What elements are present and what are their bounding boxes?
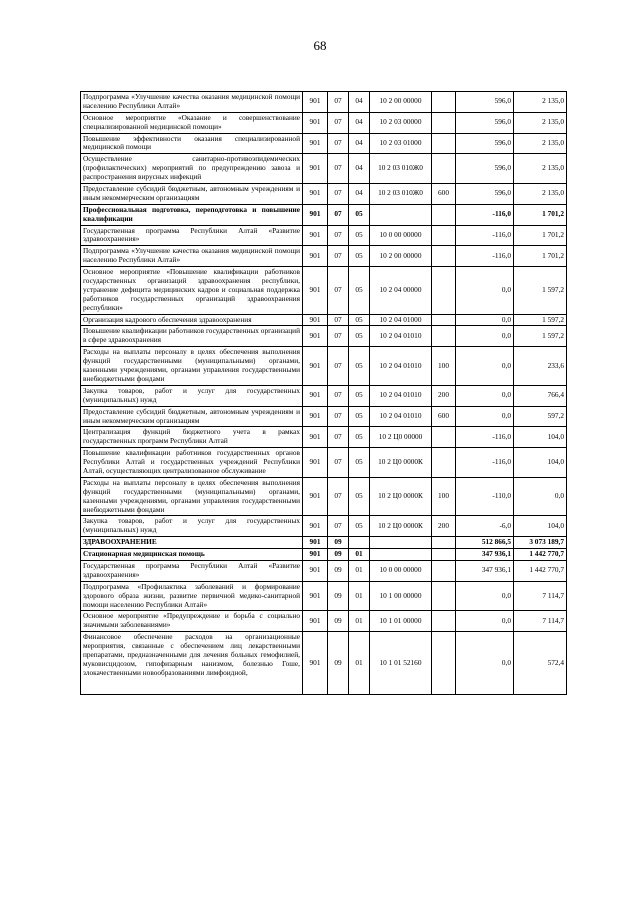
row-name: Повышение квалификации работников государственных организаций в сфере здравоохранения — [81, 326, 303, 347]
row-expense-type — [432, 549, 456, 561]
row-admin-code: 901 — [303, 406, 328, 427]
table-row — [81, 427, 567, 448]
row-admin-code: 901 — [303, 385, 328, 406]
row-target-code: 10 2 03 010Ж0 — [370, 184, 432, 205]
table-row — [81, 611, 567, 632]
row-total-amount: 7 114,7 — [514, 581, 567, 611]
row-subsection-code: 01 — [349, 632, 370, 695]
row-subsection-code: 05 — [349, 314, 370, 326]
row-section-code: 07 — [328, 326, 349, 347]
row-admin-code: 901 — [303, 560, 328, 581]
table-row — [81, 448, 567, 478]
row-name: Подпрограмма «Улучшение качества оказания медицинской помощи населению Республики Алтай» — [81, 92, 303, 113]
row-expense-type — [432, 314, 456, 326]
row-name: Основное мероприятие «Предупреждение и борьба с социально значимыми заболеваниями» — [81, 611, 303, 632]
row-total-amount: 1 597,2 — [514, 314, 567, 326]
row-section-code: 07 — [328, 225, 349, 246]
row-expense-type: 200 — [432, 385, 456, 406]
row-target-code: 10 2 03 00000 — [370, 112, 432, 133]
row-name: Организация кадрового обеспечения здравоохранения — [81, 314, 303, 326]
row-change-amount: 0,0 — [456, 314, 514, 326]
row-admin-code: 901 — [303, 326, 328, 347]
row-expense-type — [432, 632, 456, 695]
row-expense-type: 200 — [432, 516, 456, 537]
table-row — [81, 560, 567, 581]
row-subsection-code — [349, 537, 370, 549]
row-section-code: 07 — [328, 347, 349, 386]
row-name: Повышение эффективности оказания специализированной медицинской помощи — [81, 133, 303, 154]
row-name: Государственная программа Республики Алтай «Развитие здравоохранения» — [81, 560, 303, 581]
row-target-code: 10 2 04 01010 — [370, 347, 432, 386]
table-row — [81, 92, 567, 113]
row-subsection-code: 01 — [349, 611, 370, 632]
row-target-code — [370, 549, 432, 561]
table-row — [81, 326, 567, 347]
row-admin-code: 901 — [303, 314, 328, 326]
row-section-code: 07 — [328, 385, 349, 406]
row-expense-type: 100 — [432, 477, 456, 516]
row-name: Предоставление субсидий бюджетным, автономным учреждениям и иным некоммерческим организациям — [81, 406, 303, 427]
row-target-code: 10 2 Ц0 0000К — [370, 448, 432, 478]
row-admin-code: 901 — [303, 133, 328, 154]
row-subsection-code: 05 — [349, 326, 370, 347]
row-subsection-code: 05 — [349, 385, 370, 406]
row-total-amount: 104,0 — [514, 516, 567, 537]
row-admin-code: 901 — [303, 549, 328, 561]
row-change-amount: 596,0 — [456, 112, 514, 133]
row-target-code: 10 2 04 01010 — [370, 385, 432, 406]
row-name: Повышение квалификации работников государственных органов Республики Алтай и государственных учреждений Республики Алтай, осуществляющих централизованное обслуживание — [81, 448, 303, 478]
row-admin-code: 901 — [303, 112, 328, 133]
budget-table-body — [81, 92, 567, 695]
row-admin-code: 901 — [303, 184, 328, 205]
table-row — [81, 632, 567, 695]
row-change-amount: 0,0 — [456, 611, 514, 632]
table-row — [81, 112, 567, 133]
row-change-amount: 596,0 — [456, 154, 514, 184]
table-row — [81, 406, 567, 427]
table-row — [81, 385, 567, 406]
row-admin-code: 901 — [303, 154, 328, 184]
row-name: Централизация функций бюджетного учета в рамках государственных программ Республики Алтай — [81, 427, 303, 448]
row-subsection-code: 01 — [349, 560, 370, 581]
row-section-code: 09 — [328, 560, 349, 581]
row-admin-code: 901 — [303, 611, 328, 632]
row-change-amount: -6,0 — [456, 516, 514, 537]
row-section-code: 07 — [328, 477, 349, 516]
table-row — [81, 477, 567, 516]
row-admin-code: 901 — [303, 204, 328, 225]
row-target-code: 10 1 01 52160 — [370, 632, 432, 695]
row-total-amount: 2 135,0 — [514, 184, 567, 205]
row-change-amount: 347 936,1 — [456, 560, 514, 581]
row-change-amount: -110,0 — [456, 477, 514, 516]
row-expense-type: 600 — [432, 406, 456, 427]
row-expense-type — [432, 246, 456, 267]
row-section-code: 09 — [328, 549, 349, 561]
row-name: Стационарная медицинская помощь — [81, 549, 303, 561]
row-section-code: 07 — [328, 92, 349, 113]
table-row — [81, 549, 567, 561]
row-total-amount: 0,0 — [514, 477, 567, 516]
row-change-amount: 0,0 — [456, 267, 514, 314]
row-total-amount: 2 135,0 — [514, 154, 567, 184]
table-row — [81, 184, 567, 205]
row-subsection-code: 01 — [349, 549, 370, 561]
row-change-amount: -116,0 — [456, 427, 514, 448]
row-subsection-code: 05 — [349, 516, 370, 537]
row-change-amount: 596,0 — [456, 184, 514, 205]
budget-table — [80, 91, 567, 695]
row-target-code: 10 2 04 01000 — [370, 314, 432, 326]
row-name: Подпрограмма «Улучшение качества оказания медицинской помощи населению Республики Алтай» — [81, 246, 303, 267]
row-name: Государственная программа Республики Алтай «Развитие здравоохранения» — [81, 225, 303, 246]
row-change-amount: 0,0 — [456, 347, 514, 386]
row-target-code: 10 2 03 010Ж0 — [370, 154, 432, 184]
row-expense-type — [432, 204, 456, 225]
row-expense-type — [432, 581, 456, 611]
row-expense-type: 100 — [432, 347, 456, 386]
row-subsection-code: 05 — [349, 448, 370, 478]
row-section-code: 07 — [328, 314, 349, 326]
row-admin-code: 901 — [303, 448, 328, 478]
row-expense-type — [432, 537, 456, 549]
table-row — [81, 246, 567, 267]
row-name: Основное мероприятие «Повышение квалификации работников государственных организаций здравоохранения республики, устранение дефицита медицинских кадров и социальная поддержка работников государственных организаций здравоохранения республики» — [81, 267, 303, 314]
row-section-code: 07 — [328, 406, 349, 427]
row-subsection-code: 01 — [349, 581, 370, 611]
row-subsection-code: 05 — [349, 267, 370, 314]
row-change-amount: 0,0 — [456, 385, 514, 406]
row-expense-type — [432, 154, 456, 184]
row-expense-type: 600 — [432, 184, 456, 205]
row-change-amount: 0,0 — [456, 632, 514, 695]
row-name: Подпрограмма «Профилактика заболеваний и формирование здорового образа жизни, развитие первичной медико-санитарной помощи населению Республики Алтай» — [81, 581, 303, 611]
row-admin-code: 901 — [303, 632, 328, 695]
row-change-amount: 0,0 — [456, 581, 514, 611]
row-subsection-code: 05 — [349, 347, 370, 386]
row-target-code — [370, 204, 432, 225]
row-total-amount: 1 442 770,7 — [514, 549, 567, 561]
row-total-amount: 597,2 — [514, 406, 567, 427]
row-expense-type — [432, 225, 456, 246]
row-admin-code: 901 — [303, 347, 328, 386]
row-total-amount: 1 701,2 — [514, 225, 567, 246]
table-row — [81, 581, 567, 611]
row-total-amount: 1 701,2 — [514, 204, 567, 225]
row-target-code: 10 2 Ц0 0000К — [370, 516, 432, 537]
table-row — [81, 314, 567, 326]
row-target-code: 10 2 Ц0 0000К — [370, 477, 432, 516]
row-target-code: 10 2 04 01010 — [370, 406, 432, 427]
row-subsection-code: 04 — [349, 184, 370, 205]
table-row — [81, 516, 567, 537]
row-change-amount: 596,0 — [456, 133, 514, 154]
row-section-code: 09 — [328, 632, 349, 695]
row-target-code: 10 1 00 00000 — [370, 581, 432, 611]
row-admin-code: 901 — [303, 92, 328, 113]
row-name: Предоставление субсидий бюджетным, автономным учреждениям и иным некоммерческим организациям — [81, 184, 303, 205]
row-section-code: 07 — [328, 267, 349, 314]
row-total-amount: 1 597,2 — [514, 326, 567, 347]
row-section-code: 07 — [328, 246, 349, 267]
row-total-amount: 3 073 189,7 — [514, 537, 567, 549]
row-section-code: 07 — [328, 112, 349, 133]
row-change-amount: -116,0 — [456, 246, 514, 267]
row-target-code: 10 2 00 00000 — [370, 92, 432, 113]
table-row — [81, 133, 567, 154]
row-subsection-code: 04 — [349, 112, 370, 133]
row-name: Профессиональная подготовка, переподготовка и повышение квалификации — [81, 204, 303, 225]
table-row — [81, 154, 567, 184]
table-row — [81, 347, 567, 386]
row-subsection-code: 05 — [349, 225, 370, 246]
table-row — [81, 267, 567, 314]
row-total-amount: 2 135,0 — [514, 112, 567, 133]
row-expense-type — [432, 133, 456, 154]
row-total-amount: 1 701,2 — [514, 246, 567, 267]
row-total-amount: 104,0 — [514, 427, 567, 448]
row-expense-type — [432, 326, 456, 347]
row-name: Расходы на выплаты персоналу в целях обеспечения выполнения функций государственными (муниципальными) органами, казенными учреждениями, органами управления государственными внебюджетными фондами — [81, 477, 303, 516]
row-target-code: 10 0 00 00000 — [370, 560, 432, 581]
row-expense-type — [432, 448, 456, 478]
row-total-amount: 1 597,2 — [514, 267, 567, 314]
row-subsection-code: 05 — [349, 246, 370, 267]
row-subsection-code: 05 — [349, 427, 370, 448]
row-total-amount: 104,0 — [514, 448, 567, 478]
row-name: Закупка товаров, работ и услуг для государственных (муниципальных) нужд — [81, 516, 303, 537]
table-row — [81, 204, 567, 225]
row-expense-type — [432, 611, 456, 632]
row-name: Осуществление санитарно-противоэпидемических (профилактических) мероприятий по предупреждению завоза и распространения вирусных инфекций — [81, 154, 303, 184]
row-admin-code: 901 — [303, 516, 328, 537]
row-total-amount: 1 442 770,7 — [514, 560, 567, 581]
row-expense-type — [432, 267, 456, 314]
row-admin-code: 901 — [303, 477, 328, 516]
row-name: ЗДРАВООХРАНЕНИЕ — [81, 537, 303, 549]
row-section-code: 07 — [328, 516, 349, 537]
row-change-amount: 596,0 — [456, 92, 514, 113]
row-section-code: 09 — [328, 581, 349, 611]
row-total-amount: 2 135,0 — [514, 133, 567, 154]
row-subsection-code: 04 — [349, 154, 370, 184]
row-target-code — [370, 537, 432, 549]
row-admin-code: 901 — [303, 225, 328, 246]
row-admin-code: 901 — [303, 246, 328, 267]
row-change-amount: -116,0 — [456, 204, 514, 225]
row-subsection-code: 05 — [349, 204, 370, 225]
row-subsection-code: 05 — [349, 477, 370, 516]
row-change-amount: -116,0 — [456, 225, 514, 246]
row-section-code: 07 — [328, 448, 349, 478]
row-target-code: 10 2 03 01000 — [370, 133, 432, 154]
row-name: Финансовое обеспечение расходов на организационные мероприятия, связанные с обеспечением лиц лекарственными препаратами, предназначенными для лечения больных гемофилией, муковисцидозом, гипофизарным нанизмом, болезнью Гоше, злокачественными новообразованиями лимфоидной, — [81, 632, 303, 695]
row-target-code: 10 0 00 00000 — [370, 225, 432, 246]
row-target-code: 10 1 01 00000 — [370, 611, 432, 632]
row-subsection-code: 05 — [349, 406, 370, 427]
row-expense-type — [432, 92, 456, 113]
row-section-code: 07 — [328, 154, 349, 184]
row-section-code: 07 — [328, 204, 349, 225]
row-expense-type — [432, 427, 456, 448]
row-change-amount: 512 866,5 — [456, 537, 514, 549]
page-number: 68 — [313, 38, 327, 53]
row-section-code: 07 — [328, 427, 349, 448]
row-total-amount: 7 114,7 — [514, 611, 567, 632]
row-subsection-code: 04 — [349, 92, 370, 113]
row-change-amount: 347 936,1 — [456, 549, 514, 561]
row-target-code: 10 2 00 00000 — [370, 246, 432, 267]
row-section-code: 09 — [328, 611, 349, 632]
table-row — [81, 537, 567, 549]
row-admin-code: 901 — [303, 537, 328, 549]
row-change-amount: 0,0 — [456, 326, 514, 347]
row-expense-type — [432, 560, 456, 581]
table-row — [81, 225, 567, 246]
row-name: Закупка товаров, работ и услуг для государственных (муниципальных) нужд — [81, 385, 303, 406]
row-total-amount: 233,6 — [514, 347, 567, 386]
row-expense-type — [432, 112, 456, 133]
row-target-code: 10 2 04 00000 — [370, 267, 432, 314]
row-total-amount: 2 135,0 — [514, 92, 567, 113]
row-section-code: 09 — [328, 537, 349, 549]
row-name: Основное мероприятие «Оказание и совершенствование специализированной медицинской помощи» — [81, 112, 303, 133]
row-admin-code: 901 — [303, 581, 328, 611]
row-admin-code: 901 — [303, 267, 328, 314]
row-target-code: 10 2 04 01010 — [370, 326, 432, 347]
row-name: Расходы на выплаты персоналу в целях обеспечения выполнения функций государственными (муниципальными) органами, казенными учреждениями, органами управления государственными внебюджетными фондами — [81, 347, 303, 386]
row-change-amount: -116,0 — [456, 448, 514, 478]
row-subsection-code: 04 — [349, 133, 370, 154]
row-section-code: 07 — [328, 184, 349, 205]
row-admin-code: 901 — [303, 427, 328, 448]
row-total-amount: 766,4 — [514, 385, 567, 406]
row-target-code: 10 2 Ц0 00000 — [370, 427, 432, 448]
row-change-amount: 0,0 — [456, 406, 514, 427]
row-section-code: 07 — [328, 133, 349, 154]
row-total-amount: 572,4 — [514, 632, 567, 695]
